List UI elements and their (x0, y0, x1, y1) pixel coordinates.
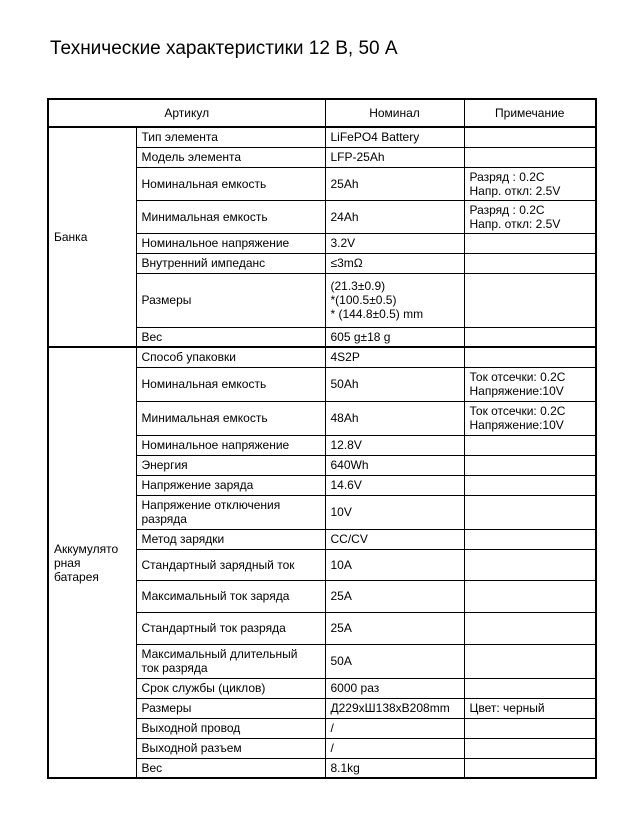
param-cell: Срок службы (циклов) (136, 678, 325, 698)
param-cell: Выходной провод (136, 718, 325, 738)
value-cell: 12.8V (325, 435, 464, 455)
value-cell: / (325, 738, 464, 758)
group-label: Банка (48, 127, 136, 347)
param-cell: Выходной разъем (136, 738, 325, 758)
spec-table (47, 98, 597, 779)
value-cell: 605 g±18 g (325, 327, 464, 347)
note-cell: Разряд : 0.2C Напр. откл: 2.5V (464, 200, 596, 233)
param-cell: Номинальное напряжение (136, 233, 325, 253)
value-cell: 24Ah (325, 200, 464, 233)
page-title: Технические характеристики 12 В, 50 А (50, 38, 398, 59)
header-row (48, 99, 596, 127)
param-cell: Максимальный ток заряда (136, 580, 325, 612)
param-cell: Минимальная емкость (136, 200, 325, 233)
param-cell: Номинальная емкость (136, 367, 325, 401)
value-cell: 10V (325, 495, 464, 529)
value-cell: LiFePO4 Battery (325, 127, 464, 147)
note-cell (464, 495, 596, 529)
value-cell: Д229хШ138хВ208mm (325, 698, 464, 718)
param-cell: Стандартный ток разряда (136, 612, 325, 644)
note-cell (464, 253, 596, 273)
note-cell (464, 147, 596, 167)
param-cell: Размеры (136, 698, 325, 718)
param-cell: Энергия (136, 455, 325, 475)
note-cell (464, 678, 596, 698)
note-cell (464, 718, 596, 738)
note-cell (464, 455, 596, 475)
note-cell (464, 644, 596, 678)
header-article: Артикул (48, 99, 325, 127)
table-row (48, 347, 596, 367)
value-cell: 25Ah (325, 167, 464, 200)
value-cell: 14.6V (325, 475, 464, 495)
value-cell: 50Ah (325, 367, 464, 401)
note-cell: Разряд : 0.2C Напр. откл: 2.5V (464, 167, 596, 200)
note-cell (464, 273, 596, 327)
note-cell (464, 580, 596, 612)
header-note: Примечание (464, 99, 596, 127)
value-cell: (21.3±0.9) *(100.5±0.5) * (144.8±0.5) mm (325, 273, 464, 327)
value-cell: 50A (325, 644, 464, 678)
note-cell (464, 127, 596, 147)
note-cell (464, 549, 596, 580)
value-cell: 3.2V (325, 233, 464, 253)
value-cell: 8.1kg (325, 758, 464, 778)
value-cell: 25A (325, 580, 464, 612)
param-cell: Модель элемента (136, 147, 325, 167)
note-cell (464, 758, 596, 778)
value-cell: / (325, 718, 464, 738)
param-cell: Размеры (136, 273, 325, 327)
spec-table-body (48, 127, 596, 778)
param-cell: Номинальное напряжение (136, 435, 325, 455)
note-cell: Ток отсечки: 0.2C Напряжение:10V (464, 401, 596, 435)
value-cell: ≤3mΩ (325, 253, 464, 273)
param-cell: Метод зарядки (136, 529, 325, 549)
value-cell: LFP-25Ah (325, 147, 464, 167)
param-cell: Стандартный зарядный ток (136, 549, 325, 580)
param-cell: Максимальный длительный ток разряда (136, 644, 325, 678)
param-cell: Напряжение заряда (136, 475, 325, 495)
param-cell: Вес (136, 758, 325, 778)
param-cell: Вес (136, 327, 325, 347)
note-cell (464, 475, 596, 495)
header-nominal: Номинал (325, 99, 464, 127)
value-cell: CC/CV (325, 529, 464, 549)
param-cell: Внутренний импеданс (136, 253, 325, 273)
param-cell: Напряжение отключения разряда (136, 495, 325, 529)
note-cell: Ток отсечки: 0.2C Напряжение:10V (464, 367, 596, 401)
note-cell (464, 435, 596, 455)
param-cell: Способ упаковки (136, 347, 325, 367)
param-cell: Тип элемента (136, 127, 325, 147)
param-cell: Номинальная емкость (136, 167, 325, 200)
value-cell: 4S2P (325, 347, 464, 367)
note-cell (464, 347, 596, 367)
param-cell: Минимальная емкость (136, 401, 325, 435)
value-cell: 640Wh (325, 455, 464, 475)
value-cell: 6000 раз (325, 678, 464, 698)
table-row (48, 127, 596, 147)
note-cell: Цвет: черный (464, 698, 596, 718)
value-cell: 25A (325, 612, 464, 644)
note-cell (464, 233, 596, 253)
note-cell (464, 327, 596, 347)
value-cell: 10A (325, 549, 464, 580)
note-cell (464, 738, 596, 758)
value-cell: 48Ah (325, 401, 464, 435)
group-label: Аккумулято рная батарея (48, 347, 136, 778)
note-cell (464, 612, 596, 644)
note-cell (464, 529, 596, 549)
